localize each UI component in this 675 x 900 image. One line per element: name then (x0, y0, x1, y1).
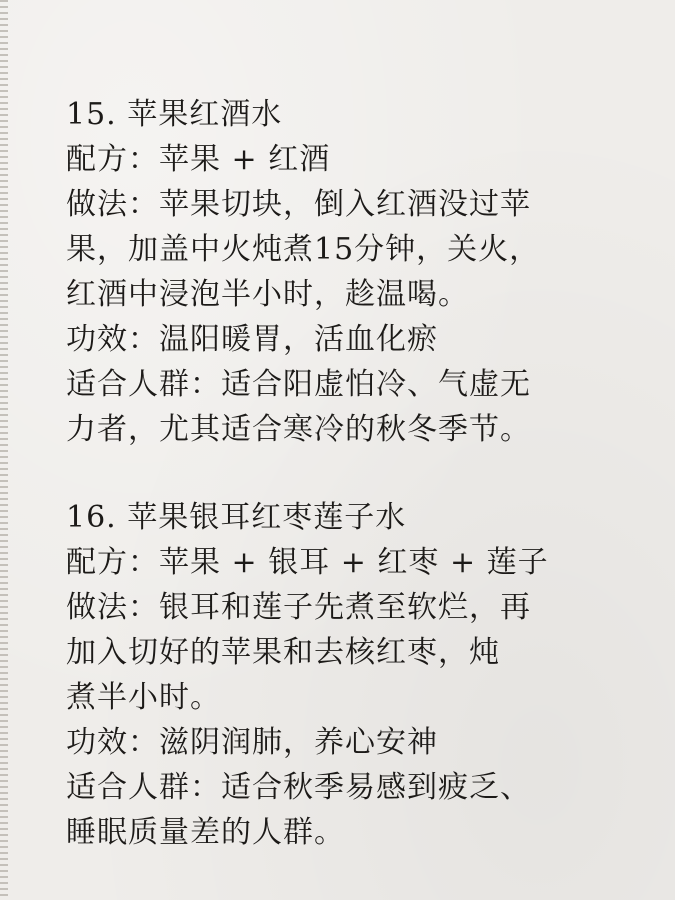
recipe-method-line: 红酒中浸泡半小时，趁温喝。 (66, 277, 469, 312)
recipe-method-line: 煮半小时。 (66, 680, 221, 715)
recipe-method-line: 做法：苹果切块，倒入红酒没过苹 (66, 187, 531, 222)
recipe-suitable-line: 适合人群：适合阳虚怕冷、气虚无 (66, 367, 531, 402)
recipe-effect: 功效：温阳暖胃，活血化瘀 (66, 322, 438, 357)
recipe-suitable-line: 适合人群：适合秋季易感到疲乏、 (66, 770, 531, 805)
recipe-effect: 功效：滋阴润肺，养心安神 (66, 725, 438, 760)
recipe-title: 15. 苹果红酒水 (66, 97, 283, 132)
recipe-formula: 配方：苹果 + 银耳 + 红枣 + 莲子 (66, 545, 549, 580)
recipe-suitable-line: 力者，尤其适合寒冷的秋冬季节。 (66, 412, 531, 447)
recipe-title: 16. 苹果银耳红枣莲子水 (66, 500, 407, 535)
recipe-method-line: 做法：银耳和莲子先煮至软烂，再 (66, 590, 531, 625)
recipe-16 (66, 495, 646, 855)
recipe-method-line: 加入切好的苹果和去核红枣，炖 (66, 635, 500, 670)
recipe-suitable-line: 睡眠质量差的人群。 (66, 815, 345, 850)
recipe-method-line: 果，加盖中火炖煮15分钟，关火， (66, 232, 541, 267)
recipe-formula: 配方：苹果 + 红酒 (66, 142, 331, 177)
recipe-15 (66, 92, 646, 452)
page-binding-edge (0, 0, 8, 900)
page-content (66, 92, 646, 855)
